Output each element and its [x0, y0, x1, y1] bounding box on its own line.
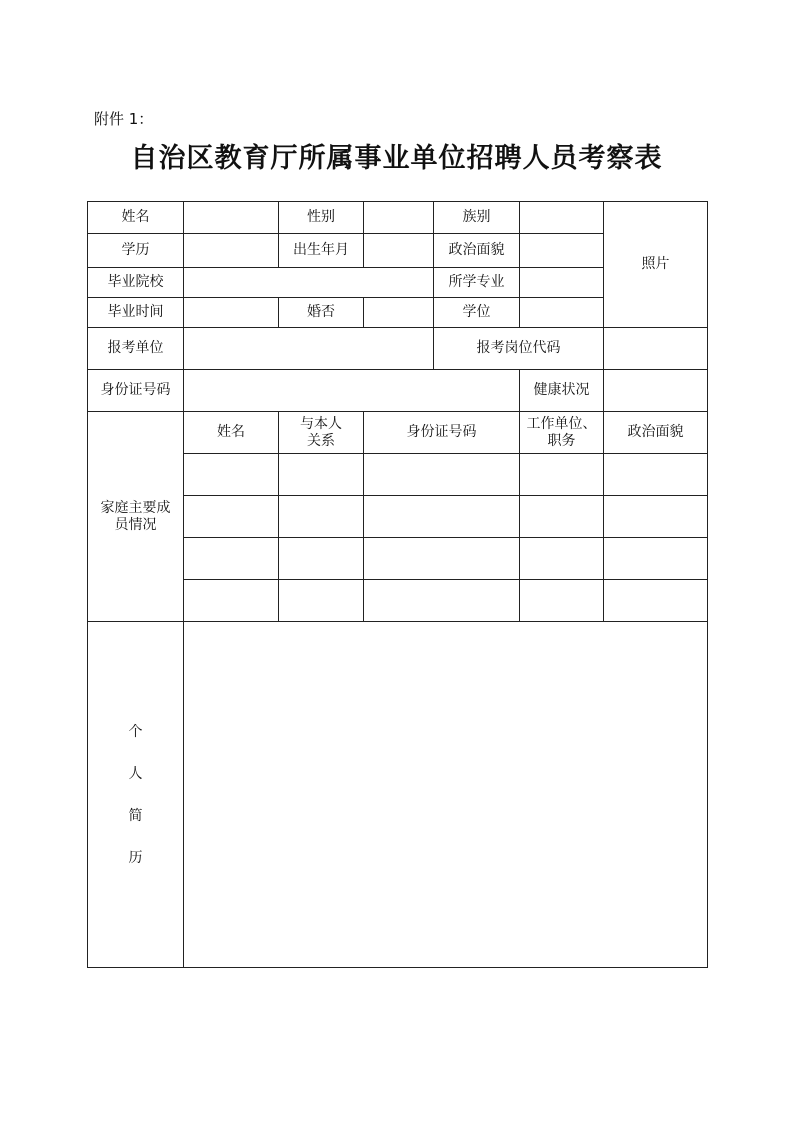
- resume-label-char: 历: [128, 849, 143, 866]
- applied-unit-label: 报考单位: [107, 340, 164, 356]
- family-row-1-relation[interactable]: [279, 454, 363, 495]
- family-row-1-id[interactable]: [364, 454, 519, 495]
- family-col-relation: 与本人 关系: [300, 415, 342, 449]
- family-row-4-name[interactable]: [184, 580, 278, 621]
- family-row-3-id[interactable]: [364, 538, 519, 579]
- family-row-1-political[interactable]: [604, 454, 707, 495]
- birth-date-label: 出生年月: [293, 242, 349, 258]
- family-row-3-work[interactable]: [520, 538, 603, 579]
- family-row-2-name[interactable]: [184, 496, 278, 537]
- family-row-3-relation[interactable]: [279, 538, 363, 579]
- family-row-3-name[interactable]: [184, 538, 278, 579]
- resume-content-field[interactable]: [184, 622, 707, 967]
- marital-status-field[interactable]: [364, 298, 433, 327]
- resume-label-char: 简: [128, 807, 143, 824]
- name-field[interactable]: [184, 202, 278, 233]
- family-col-work-unit: 工作单位、 职务: [526, 415, 597, 449]
- political-status-label: 政治面貌: [448, 242, 505, 258]
- photo-box[interactable]: [604, 202, 707, 327]
- id-number-label: 身份证号码: [100, 382, 171, 398]
- position-code-field[interactable]: [604, 328, 707, 369]
- resume-label: [88, 622, 183, 967]
- graduation-time-label: 毕业时间: [107, 304, 164, 320]
- marital-status-label: 婚否: [307, 304, 335, 320]
- graduate-school-field[interactable]: [184, 268, 433, 297]
- political-status-field[interactable]: [520, 234, 603, 267]
- ethnicity-label: 族别: [462, 209, 491, 225]
- family-row-3-political[interactable]: [604, 538, 707, 579]
- id-number-field[interactable]: [184, 370, 519, 411]
- page-title: 自治区教育厅所属事业单位招聘人员考察表: [130, 143, 663, 174]
- family-col-name: 姓名: [217, 424, 245, 440]
- family-row-2-relation[interactable]: [279, 496, 363, 537]
- family-row-4-relation[interactable]: [279, 580, 363, 621]
- graduate-school-label: 毕业院校: [107, 274, 164, 290]
- education-field[interactable]: [184, 234, 278, 267]
- family-col-id-number: 身份证号码: [406, 424, 477, 440]
- resume-label-char: 人: [128, 765, 143, 782]
- education-label: 学历: [121, 242, 150, 258]
- birth-date-field[interactable]: [364, 234, 433, 267]
- gender-label: 性别: [307, 209, 335, 225]
- gender-field[interactable]: [364, 202, 433, 233]
- health-status-label: 健康状况: [533, 382, 590, 398]
- family-row-2-id[interactable]: [364, 496, 519, 537]
- family-col-political-status: 政治面貌: [627, 424, 684, 440]
- position-code-label: 报考岗位代码: [476, 340, 561, 356]
- family-row-4-work[interactable]: [520, 580, 603, 621]
- family-row-1-work[interactable]: [520, 454, 603, 495]
- resume-label-char: 个: [128, 723, 143, 740]
- family-row-4-political[interactable]: [604, 580, 707, 621]
- family-row-2-political[interactable]: [604, 496, 707, 537]
- major-field[interactable]: [520, 268, 603, 297]
- family-row-4-id[interactable]: [364, 580, 519, 621]
- photo-label: 照片: [641, 256, 670, 272]
- major-label: 所学专业: [448, 274, 505, 290]
- family-section-label: 家庭主要成员情况: [100, 499, 171, 533]
- degree-field[interactable]: [520, 298, 603, 327]
- applied-unit-field[interactable]: [184, 328, 433, 369]
- health-status-field[interactable]: [604, 370, 707, 411]
- family-row-2-work[interactable]: [520, 496, 603, 537]
- degree-label: 学位: [462, 304, 491, 320]
- attachment-label: 附件 1：: [94, 110, 154, 128]
- family-row-1-name[interactable]: [184, 454, 278, 495]
- ethnicity-field[interactable]: [520, 202, 603, 233]
- graduation-time-field[interactable]: [184, 298, 278, 327]
- name-label: 姓名: [121, 209, 150, 225]
